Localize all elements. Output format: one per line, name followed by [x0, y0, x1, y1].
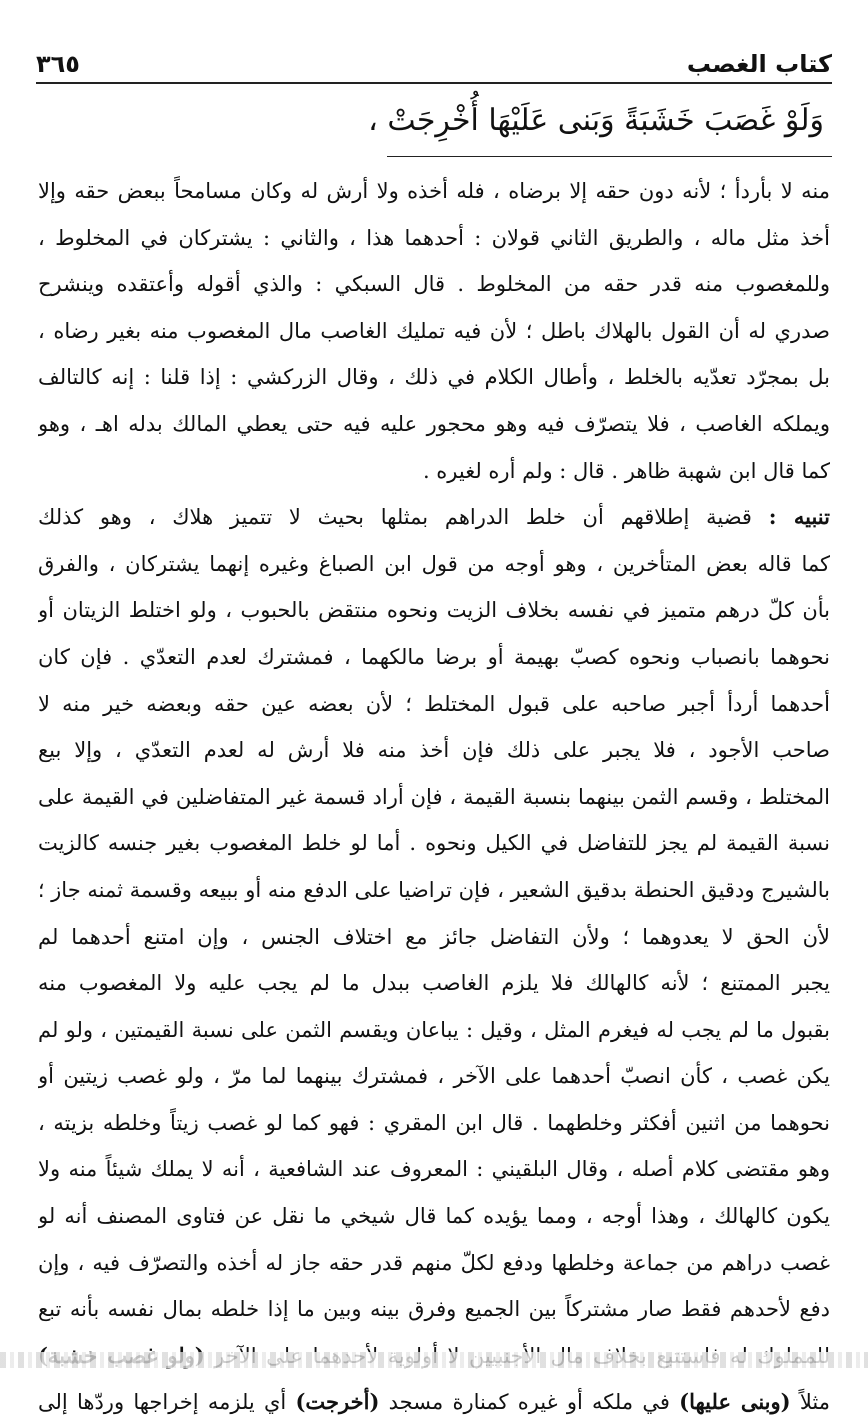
- text-line: بأن كلّ درهم متميز في نفسه بخلاف الزيت ونحوه منتقض بالحبوب ، ولو اختلط الزيتان أو: [38, 598, 830, 623]
- text-line: دفع لأحدهم فقط صار مشتركاً بين الجميع وفرق بينه وبين ما إذا خلطه بمال نفسه بأنه تبع: [38, 1297, 830, 1322]
- text-line: بل بمجرّد تعدّيه بالخلط ، وأطال الكلام في ذلك ، وقال الزركشي : إذا قلنا : إنه كالتالف: [38, 365, 830, 390]
- text-line: صدري له أن القول بالهلاك باطل ؛ لأن فيه تمليك الغاصب مال المغصوب منه بغير رضاه ،: [38, 318, 830, 343]
- text-line-tanbih: [38, 494, 830, 541]
- text-line-with-matn: [38, 1379, 830, 1426]
- matn-quote: (وبنى عليها): [679, 1389, 791, 1415]
- page-number: ٣٦٥: [36, 50, 80, 78]
- matn-divider: [387, 156, 832, 157]
- text-line: أحدهما أردأ أجبر صاحبه على قبول المختلط ؛ لأن بعضه عين حقه وبعضه خير منه لا: [38, 691, 830, 716]
- text-line: نحوهما من اثنين أفكثر وخلطهما . قال ابن المقري : فهو كما لو غصب زيتاً وخلطه بزيته ،: [38, 1110, 830, 1135]
- text-span: قضية إطلاقهم أن خلط الدراهم بمثلها بحيث لا تتميز هلاك ، وهو كذلك: [38, 505, 752, 530]
- text-line: ويملكه الغاصب ، فلا يتصرّف فيه وهو محجور عليه فيه حتى يعطي المالك بدله اهـ ، وهو: [38, 411, 830, 436]
- text-line: منه لا بأردأ ؛ لأنه دون حقه إلا برضاه ، فله أخذه ولا أرش له وكان مسامحاً ببعض حقه وإلا: [38, 179, 830, 203]
- text-line: بالشيرج ودقيق الحنطة بدقيق الشعير ، فإن تراضيا على الدفع منه أو ببيعه وقسمة ثمنه جاز ؛: [38, 877, 830, 902]
- text-line: كما قال ابن شهبة ظاهر . قال : ولم أره لغيره .: [422, 458, 830, 483]
- text-line: صاحب الأجود ، فلا يجبر على ذلك فإن أخذ منه فلا أرش له لعدم التعدّي ، وإلا بيع: [38, 738, 830, 763]
- matn-text: وَلَوْ غَصَبَ خَشَبَةً وَبَنى عَلَيْهَا أُخْرِجَتْ ،: [368, 103, 824, 138]
- text-span: أي يلزمه إخراجها وردّها إلى: [38, 1390, 287, 1415]
- text-line: نحوهما بانصباب ونحوه كصبّ بهيمة أو برضا مالكهما ، فمشترك لعدم التعدّي . فإن كان: [38, 644, 830, 669]
- text-line: يجبر الممتنع ؛ لأنه كالهالك فلا يلزم الغاصب ببدل ما لم يجب عليه ولا المغصوب منه: [38, 971, 830, 996]
- text-line: أخذ مثل ماله ، والطريق الثاني قولان : أحدهما هذا ، والثاني : يشتركان في المخلوط ،: [38, 225, 830, 250]
- commentary-text: [38, 168, 830, 1426]
- page-header: [36, 38, 832, 84]
- text-line: المختلط ، وقسم الثمن بينهما بنسبة القيمة ، فإن أراد قسمة غير المتفاضلين في القيمة على: [38, 784, 830, 809]
- text-line: لأن الحق لا يعدوهما ؛ ولأن التفاضل جائز مع اختلاف الجنس ، وإن امتنع أحدهما لم: [38, 924, 830, 949]
- tanbih-heading: تنبيه :: [768, 504, 830, 530]
- text-span: مثلاً: [799, 1390, 830, 1415]
- text-line: غصب دراهم من جماعة وخلطها ودفع لكلّ منهم قدر حقه جاز له أخذه والتصرّف فيه ، وإن: [38, 1250, 830, 1275]
- text-line: يكون كالهالك ، وهذا أوجه ، ومما يؤيده كما قال شيخي ما نقل عن فتاوى المصنف أنه لو: [38, 1204, 830, 1229]
- text-span: في ملكه أو غيره كمنارة مسجد: [388, 1390, 670, 1415]
- text-line: بقبول ما لم يجب له فيغرم المثل ، وقيل : يباعان ويقسم الثمن على نسبة القيمتين ، ولو لم: [38, 1017, 830, 1042]
- book-title: كتاب الغصب: [686, 50, 832, 78]
- text-line: كما قاله بعض المتأخرين ، وهو أوجه من قول ابن الصباغ وغيره إنهما يشتركان ، والفرق: [38, 551, 830, 576]
- text-line: وللمغصوب منه قدر حقه من المخلوط . قال السبكي : والذي أقوله وأعتقده وينشرح: [38, 272, 830, 297]
- footer-border: [0, 1352, 868, 1368]
- matn-quote: (أخرجت): [295, 1389, 380, 1415]
- text-line: وهو مقتضى كلام أصله ، وقال البلقيني : المعروف عند الشافعية ، أنه لا يملك شيئاً منه ولا: [38, 1157, 830, 1182]
- text-line: يكن غصب ، كأن انصبّ أحدهما على الآخر ، فمشترك بينهما لما مرّ ، ولو غصب زيتين أو: [38, 1064, 830, 1089]
- text-line: نسبة القيمة لم يجز للتفاضل في الكيل ونحوه . أما لو خلط المغصوب بغير جنسه كالزيت: [38, 831, 830, 856]
